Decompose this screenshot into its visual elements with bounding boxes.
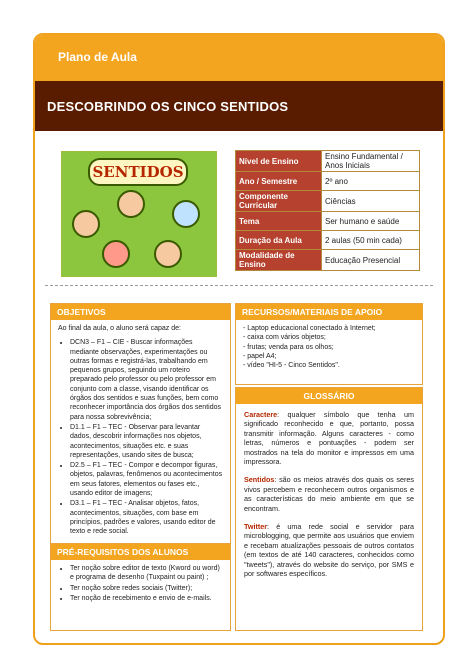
info-value: Educação Presencial (322, 250, 420, 271)
list-item: • D2.5 – F1 – TEC - Compor e decompor figuras, objetos, palavras, fenômenos ou acontecimentos em seus fatores, elementos ou fases etc., usando editor de imagens; (70, 461, 223, 498)
glossario-heading: GLOSSÁRIO (236, 388, 422, 404)
list-item: • DCN3 – F1 – CIE - Buscar informações mediante observações, experimentações ou outras formas e registrá-las, trabalhando em pequenos grupos, seguindo um roteiro preparado pelo professor ou pelo professor em conjunto com a classe, visando identificar os órgãos dos sentidos e suas funções, bem como reconhecer importância dos órgãos dos sentidos para nossa sobrevivência; (70, 338, 223, 422)
info-row (236, 172, 420, 191)
list-item: • Ter noção sobre redes sociais (Twitter); (70, 584, 223, 593)
objetivos-intro: Ao final da aula, o aluno será capaz de: (58, 325, 181, 332)
glossario-section (235, 387, 423, 631)
info-value: 2 aulas (50 min cada) (322, 231, 420, 250)
info-value: Ciências (322, 191, 420, 212)
recursos-heading: RECURSOS/MATERIAIS DE APOIO (236, 304, 422, 320)
objetivos-section (50, 303, 231, 563)
glossary-entry (244, 475, 414, 513)
recursos-list (243, 324, 415, 370)
glossary-definition: : qualquer símbolo que tenha um significado reconhecido e que, portanto, possa transmitir informação. Alguns caracteres - como letras, números e pontuações - podem ser mostrados na tela do monitor e impressos em uma impressora. (244, 410, 414, 467)
objetivos-heading: OBJETIVOS (51, 304, 230, 320)
page-title: DESCOBRINDO OS CINCO SENTIDOS (47, 99, 289, 114)
glossary-definition: : são os meios através dos quais os seres vivos percebem e reconhecem outros organismos e as características do meio ambiente em que se encontram. (244, 475, 414, 513)
illustration-title: SENTIDOS (88, 158, 188, 186)
list-item: • Ter noção sobre editor de texto (Kword ou word) e programa de desenho (Tuxpaint ou paint) ; (70, 564, 223, 583)
lesson-info-table (235, 150, 420, 271)
info-key: Nível de Ensino (236, 151, 322, 172)
prerequisitos-list (58, 564, 223, 603)
info-value: 2º ano (322, 172, 420, 191)
info-key: Ano / Semestre (236, 172, 322, 191)
list-item: - caixa com vários objetos; (243, 334, 326, 342)
glossary-entry (244, 410, 414, 466)
info-key: Modalidade de Ensino (236, 250, 322, 271)
prerequisitos-section (50, 543, 231, 631)
info-key: Duração da Aula (236, 231, 322, 250)
info-row (236, 151, 420, 172)
info-value: Ser humano e saúde (322, 212, 420, 231)
plan-label: Plano de Aula (58, 50, 137, 64)
list-item: - papel A4; (243, 352, 277, 360)
info-value: Ensino Fundamental / Anos Iniciais (322, 151, 420, 172)
recursos-section (235, 303, 423, 385)
glossary-entry (244, 522, 414, 578)
header-band (35, 35, 443, 81)
glossary-term: Caractere (244, 410, 278, 419)
info-row (236, 250, 420, 271)
list-item: • D1.1 – F1 – TEC - Observar para levantar dados, descobrir informações nos objetos, acontecimentos, situações etc. e suas representações, usando sites de busca; (70, 423, 223, 460)
list-item: - frutas; venda para os olhos; (243, 343, 334, 351)
glossary-term: Sentidos (244, 475, 275, 485)
info-row (236, 212, 420, 231)
objetivos-list (58, 338, 223, 536)
info-row (236, 191, 420, 212)
mouth-icon (102, 240, 130, 268)
prerequisitos-heading: PRÉ-REQUISITOS DOS ALUNOS (51, 544, 230, 560)
glossary-term: Twitter (244, 522, 268, 532)
lesson-plan-page (33, 33, 445, 645)
title-band (35, 81, 443, 131)
section-divider (45, 285, 433, 286)
ear-icon (72, 210, 100, 238)
list-item: - vídeo "HI-5 - Cinco Sentidos". (243, 362, 340, 370)
list-item: - Laptop educacional conectado à Internet; (243, 325, 376, 332)
info-key: Componente Curricular (236, 191, 322, 212)
list-item: • Ter noção de recebimento e envio de e-mails. (70, 594, 223, 603)
eye-icon (172, 200, 200, 228)
glossary-definition: : é uma rede social e servidor para microblogging, que permite aos usuários que enviem e recebam atualizações pessoais de outros contatos (em textos de até 140 caracteres, conhecidos como "tweets"), através do website do serviço, por SMS e por softwares específicos. (244, 522, 414, 579)
nose-icon (117, 190, 145, 218)
hand-icon (154, 240, 182, 268)
senses-illustration (61, 151, 217, 277)
info-row (236, 231, 420, 250)
list-item: • D3.1 – F1 – TEC - Analisar objetos, fatos, acontecimentos, situações, com base em princípios, padrões e valores, usando editor de texto e rede social. (70, 499, 223, 536)
info-key: Tema (236, 212, 322, 231)
